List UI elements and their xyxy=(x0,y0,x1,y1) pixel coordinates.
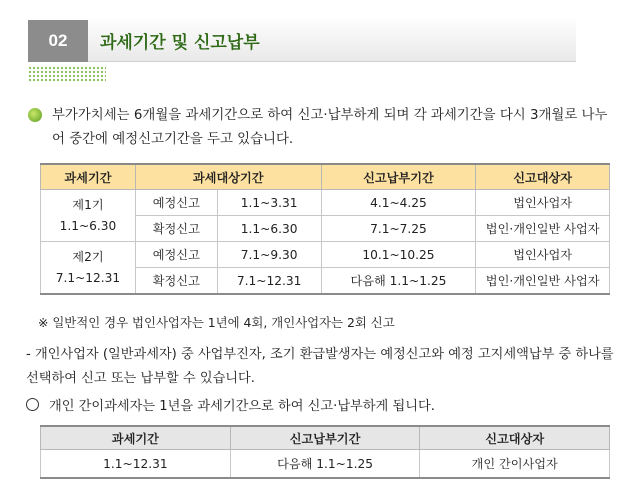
filing-type: 확정신고 xyxy=(135,268,217,295)
dotted-decoration xyxy=(28,66,106,82)
section-number: 02 xyxy=(28,20,88,62)
section-title: 과세기간 및 신고납부 xyxy=(88,20,576,62)
intro-text: 부가가치세는 6개월을 과세기간으로 하여 신고·납부하게 되며 각 과세기간을 다시 3개월로 나누어 중간에 예정신고기간을 두고 있습니다. xyxy=(52,108,608,147)
table-row xyxy=(41,450,610,479)
period-cell xyxy=(41,242,136,295)
header-cell: 신고납부기간 xyxy=(321,164,476,190)
target-period: 7.1~12.31 xyxy=(217,268,321,295)
filer: 법인사업자 xyxy=(476,242,610,268)
period-range: 1.1~6.30 xyxy=(59,218,117,233)
section-header xyxy=(28,20,576,62)
period-range: 7.1~12.31 xyxy=(55,270,121,285)
circle-paragraph xyxy=(26,395,435,414)
header-cell: 신고납부기간 xyxy=(230,426,420,450)
period-name: 제1기 xyxy=(72,197,104,212)
target-period: 1.1~6.30 xyxy=(217,216,321,242)
header-cell: 과세기간 xyxy=(41,164,136,190)
table-cell: 다음해 1.1~1.25 xyxy=(230,450,420,479)
table-header-row xyxy=(41,164,610,190)
filing-type: 확정신고 xyxy=(135,216,217,242)
filing-period: 7.1~7.25 xyxy=(321,216,476,242)
filer: 법인·개인일반 사업자 xyxy=(476,268,610,295)
target-period: 1.1~3.31 xyxy=(217,190,321,216)
header-cell: 신고대상자 xyxy=(476,164,610,190)
filer: 법인사업자 xyxy=(476,190,610,216)
table-row xyxy=(41,190,610,216)
filing-period: 4.1~4.25 xyxy=(321,190,476,216)
vat-period-table xyxy=(40,163,610,295)
footnote: ※ 일반적인 경우 법인사업자는 1년에 4회, 개인사업자는 2회 신고 xyxy=(38,315,395,330)
header-cell: 신고대상자 xyxy=(420,426,610,450)
period-cell xyxy=(41,190,136,242)
header-cell: 과세대상기간 xyxy=(135,164,321,190)
filer: 법인·개인일반 사업자 xyxy=(476,216,610,242)
circle-bullet-icon xyxy=(26,398,39,411)
filing-type: 예정신고 xyxy=(135,242,217,268)
table-row xyxy=(41,242,610,268)
filing-type: 예정신고 xyxy=(135,190,217,216)
table-cell: 개인 간이사업자 xyxy=(420,450,610,479)
target-period: 7.1~9.30 xyxy=(217,242,321,268)
dash-paragraph: - 개인사업자 (일반과세자) 중 사업부진자, 조기 환급발생자는 예정신고와 예정 고지세액납부 중 하나를 선택하여 신고 또는 납부할 수 있습니다. xyxy=(26,347,614,386)
filing-period: 10.1~10.25 xyxy=(321,242,476,268)
filing-period: 다음해 1.1~1.25 xyxy=(321,268,476,295)
period-name: 제2기 xyxy=(72,249,104,264)
intro-paragraph xyxy=(28,104,618,152)
circle-text: 개인 간이과세자는 1년을 과세기간으로 하여 신고·납부하게 됩니다. xyxy=(49,399,435,414)
simplified-taxpayer-table xyxy=(40,425,610,479)
green-bullet-icon xyxy=(28,108,42,122)
table-cell: 1.1~12.31 xyxy=(41,450,231,479)
header-cell: 과세기간 xyxy=(41,426,231,450)
table-header-row xyxy=(41,426,610,450)
